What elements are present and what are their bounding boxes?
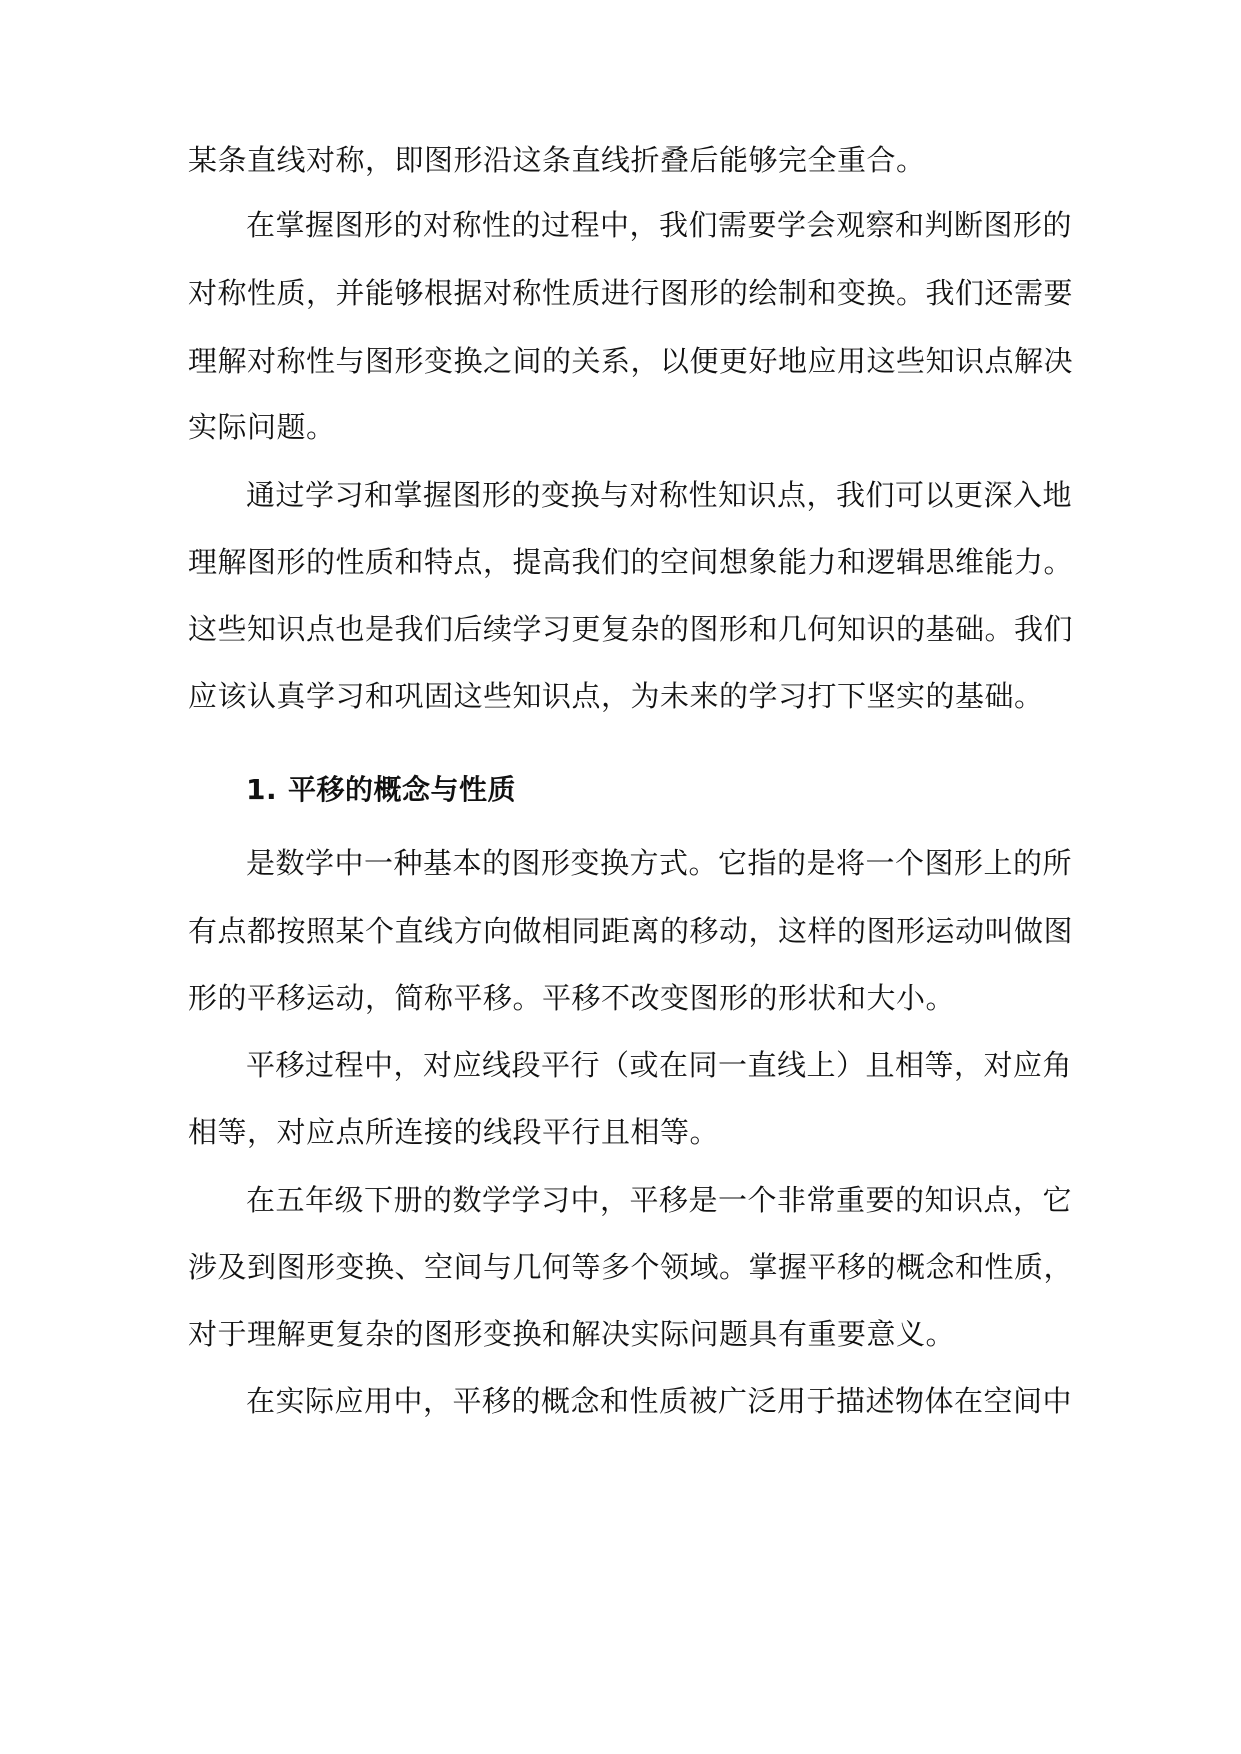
- section-title: 平移的概念与性质: [288, 773, 517, 806]
- paragraph-line: 涉及到图形变换、空间与几何等多个领域。掌握平移的概念和性质，: [188, 1250, 1074, 1284]
- paragraph-line: 对称性质，并能够根据对称性质进行图形的绘制和变换。我们还需要: [188, 276, 1074, 310]
- paragraph-line: 理解图形的性质和特点，提高我们的空间想象能力和逻辑思维能力。: [188, 545, 1074, 579]
- paragraph-line: 是数学中一种基本的图形变换方式。它指的是将一个图形上的所: [246, 846, 1073, 880]
- paragraph-line: 对于理解更复杂的图形变换和解决实际问题具有重要意义。: [188, 1317, 956, 1351]
- paragraph-line: 实际问题。: [188, 410, 336, 444]
- paragraph-line: 在实际应用中，平移的概念和性质被广泛用于描述物体在空间中: [246, 1384, 1073, 1418]
- section-heading: [246, 770, 516, 810]
- paragraph-line: 通过学习和掌握图形的变换与对称性知识点，我们可以更深入地: [246, 478, 1073, 512]
- paragraph-line: 在五年级下册的数学学习中，平移是一个非常重要的知识点，它: [246, 1183, 1073, 1217]
- paragraph-line: 平移过程中，对应线段平行（或在同一直线上）且相等，对应角: [246, 1048, 1073, 1082]
- paragraph-line: 这些知识点也是我们后续学习更复杂的图形和几何知识的基础。我们: [188, 612, 1074, 646]
- paragraph-line: 某条直线对称，即图形沿这条直线折叠后能够完全重合。: [188, 143, 926, 177]
- paragraph-line: 形的平移运动，简称平移。平移不改变图形的形状和大小。: [188, 981, 956, 1015]
- section-number: 1.: [246, 773, 278, 806]
- paragraph-line: 相等，对应点所连接的线段平行且相等。: [188, 1115, 720, 1149]
- paragraph-line: 在掌握图形的对称性的过程中，我们需要学会观察和判断图形的: [246, 208, 1073, 242]
- paragraph-line: 理解对称性与图形变换之间的关系，以便更好地应用这些知识点解决: [188, 344, 1074, 378]
- paragraph-line: 有点都按照某个直线方向做相同距离的移动，这样的图形运动叫做图: [188, 914, 1074, 948]
- paragraph-line: 应该认真学习和巩固这些知识点，为未来的学习打下坚实的基础。: [188, 679, 1044, 713]
